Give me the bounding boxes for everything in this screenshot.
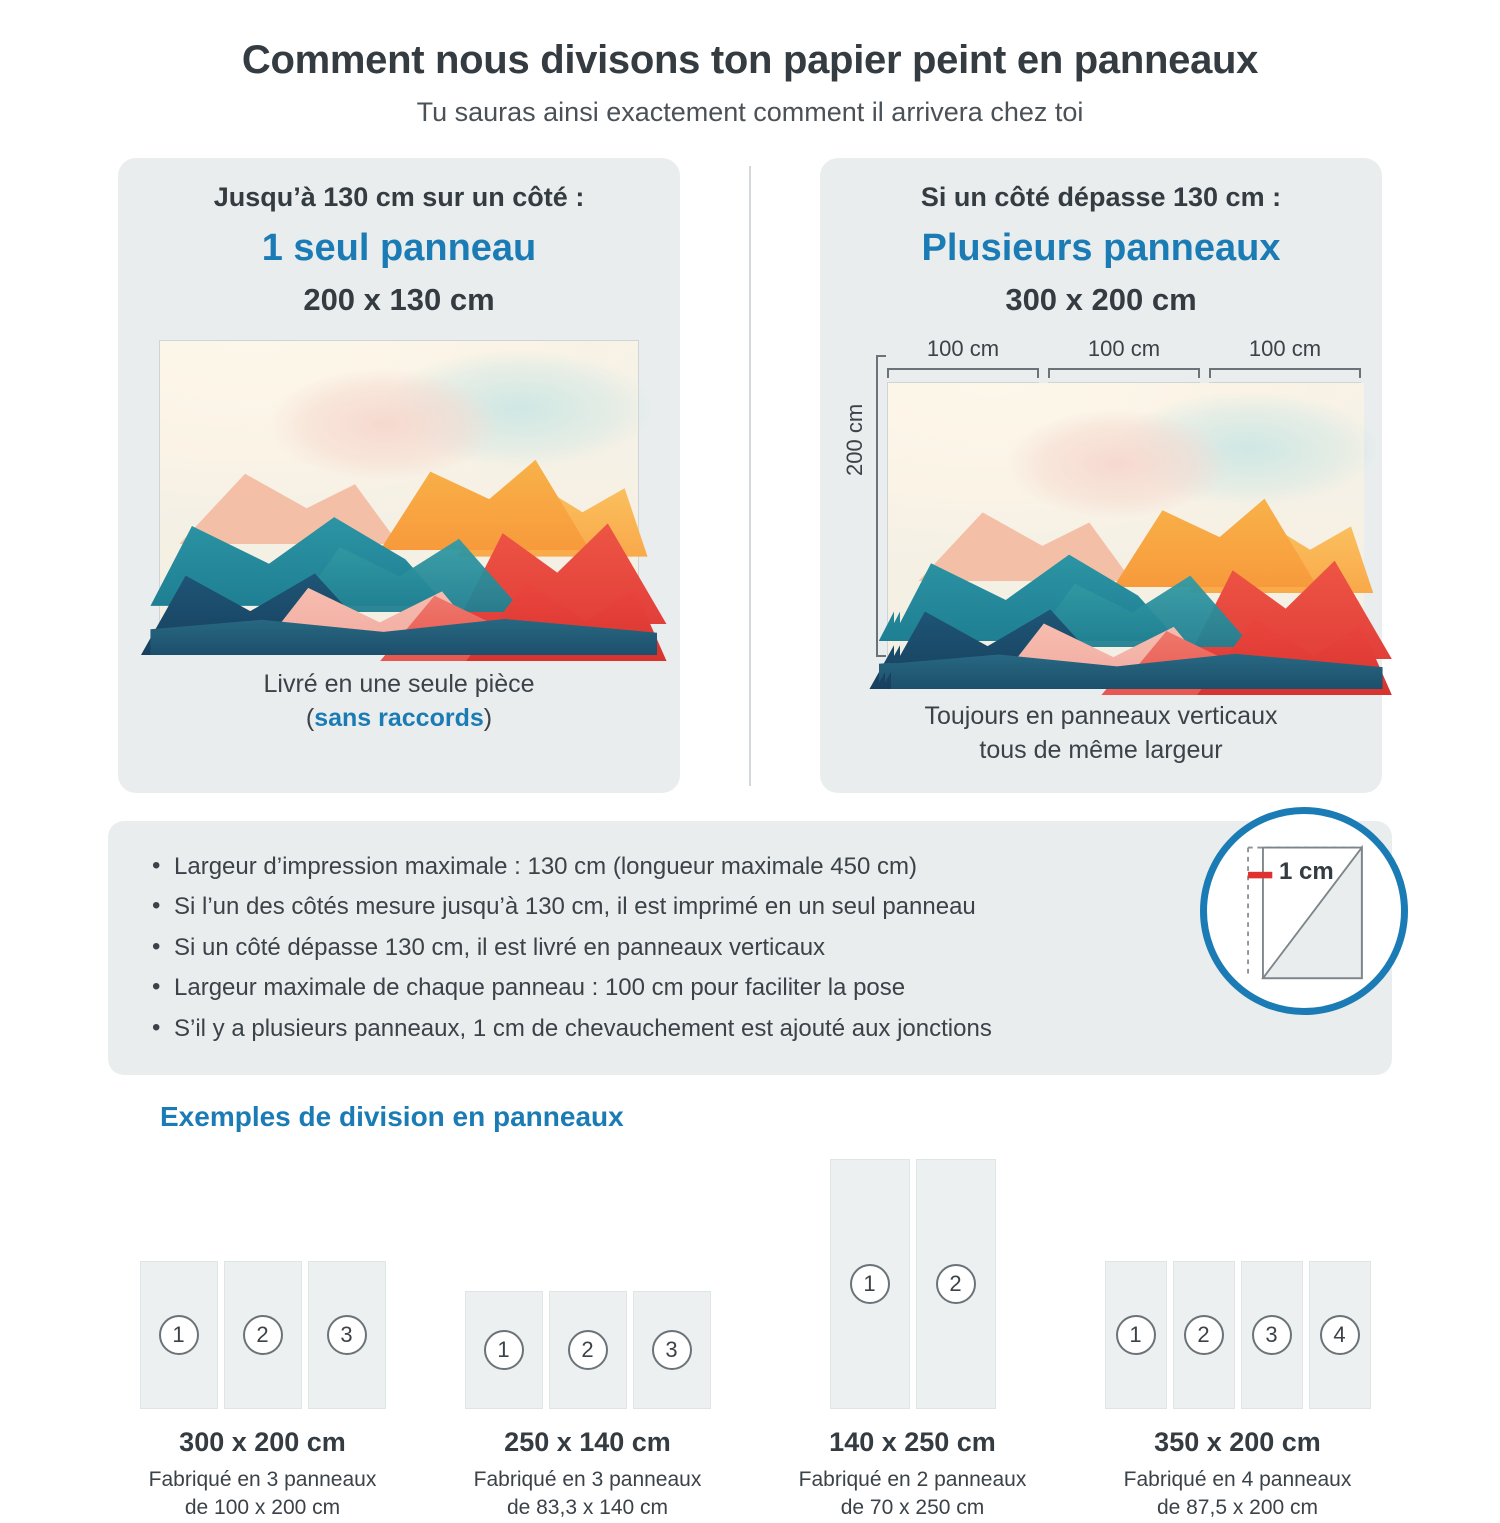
- multi-panel-dimension: 300 x 200 cm: [1005, 282, 1197, 317]
- notes-list: [148, 847, 1358, 1049]
- page-title: Comment nous divisons ton papier peint en panneaux: [241, 38, 1259, 82]
- example-panel: [224, 1261, 302, 1409]
- example-description: [425, 1466, 750, 1523]
- example-panel: [1241, 1261, 1303, 1409]
- example-panel: [1309, 1261, 1371, 1409]
- notes-card: [108, 821, 1392, 1075]
- list-item: • Si l’un des côtés mesure jusqu’à 130 cm, il est imprimé en un seul panneau: [148, 887, 1358, 927]
- example-description: [100, 1466, 425, 1523]
- example-dimension: 350 x 200 cm: [1154, 1426, 1321, 1457]
- page-subtitle: Tu sauras ainsi exactement comment il arrivera chez toi: [416, 97, 1084, 127]
- example-description: [750, 1466, 1075, 1523]
- example-panel: [1105, 1261, 1167, 1409]
- panel-number: 3: [1252, 1315, 1292, 1355]
- examples-row: [100, 1139, 1400, 1523]
- artwork-illustration: [160, 341, 638, 649]
- list-item: • Largeur maximale de chaque panneau : 100 cm pour faciliter la pose: [148, 968, 1358, 1008]
- single-panel-footnote-line1: Livré en une seule pièce: [263, 670, 535, 698]
- width-measure-labels: [886, 336, 1362, 362]
- multi-panel-card: [820, 158, 1382, 793]
- paren-close: ): [483, 703, 493, 732]
- single-panel-title: 1 seul panneau: [261, 227, 537, 269]
- panel-number: 2: [1184, 1315, 1224, 1355]
- examples-title: Exemples de division en panneaux: [160, 1100, 624, 1132]
- panel-divider: [749, 166, 751, 786]
- overlap-diagram-badge: [1200, 807, 1408, 1015]
- example-description-line2: de 100 x 200 cm: [184, 1496, 341, 1520]
- overlap-diagram-icon: [1207, 814, 1401, 1008]
- height-measure-label: 200 cm: [842, 403, 867, 476]
- single-panel-footnote-line2: [138, 702, 660, 736]
- width-measure-label: 100 cm: [1248, 336, 1322, 361]
- example-description-line1: Fabriqué en 3 panneaux: [148, 1467, 377, 1491]
- example-dimension: 140 x 250 cm: [829, 1426, 996, 1457]
- example-description: [1075, 1466, 1400, 1523]
- example-panel: [916, 1159, 996, 1409]
- artwork-slice: [1209, 382, 1361, 682]
- comparison-panels: [118, 158, 1382, 793]
- panel-number: 1: [484, 1330, 524, 1370]
- multi-panel-footnote: [840, 700, 1362, 767]
- example-dimension: 250 x 140 cm: [504, 1426, 671, 1457]
- multi-panel-heading: Si un côté dépasse 130 cm :: [920, 182, 1282, 212]
- example-panel: [633, 1291, 711, 1409]
- example-description-line1: Fabriqué en 2 panneaux: [798, 1467, 1027, 1491]
- multi-panel-title: Plusieurs panneaux: [921, 227, 1281, 269]
- panel-number: 2: [936, 1264, 976, 1304]
- list-item: • S’il y a plusieurs panneaux, 1 cm de chevauchement est ajouté aux jonctions: [148, 1009, 1358, 1049]
- width-measure-label: 100 cm: [926, 336, 1000, 361]
- seamless-highlight: sans raccords: [314, 703, 484, 732]
- paren-open: (: [305, 703, 315, 732]
- example-panels: [1075, 1139, 1400, 1409]
- list-item: • Largeur d’impression maximale : 130 cm (longueur maximale 450 cm): [148, 847, 1358, 887]
- measured-artwork: [840, 336, 1362, 682]
- height-measure-rule: [876, 355, 886, 657]
- panel-number: 2: [568, 1330, 608, 1370]
- example-description-line2: de 87,5 x 200 cm: [1156, 1496, 1319, 1520]
- example-item: [425, 1139, 750, 1523]
- single-panel-dimension: 200 x 130 cm: [303, 282, 495, 317]
- header: [0, 0, 1500, 128]
- example-dimension: 300 x 200 cm: [179, 1426, 346, 1457]
- example-description-line2: de 83,3 x 140 cm: [506, 1496, 669, 1520]
- example-panel: [1173, 1261, 1235, 1409]
- example-panel: [465, 1291, 543, 1409]
- example-panels: [750, 1139, 1075, 1409]
- artwork-slices: [886, 382, 1362, 682]
- panel-number: 1: [1116, 1315, 1156, 1355]
- example-item: [1075, 1139, 1400, 1523]
- list-item: • Si un côté dépasse 130 cm, il est livré en panneaux verticaux: [148, 928, 1358, 968]
- panel-number: 1: [159, 1315, 199, 1355]
- example-panel: [830, 1159, 910, 1409]
- panel-number: 3: [327, 1315, 367, 1355]
- wallpaper-artwork-single: [159, 340, 639, 650]
- example-description-line1: Fabriqué en 4 panneaux: [1123, 1467, 1352, 1491]
- single-panel-footnote: [138, 668, 660, 735]
- panel-number: 1: [850, 1264, 890, 1304]
- width-measure-rules: [886, 368, 1362, 378]
- example-description-line1: Fabriqué en 3 panneaux: [473, 1467, 702, 1491]
- example-panels: [425, 1139, 750, 1409]
- example-panel: [549, 1291, 627, 1409]
- example-description-line2: de 70 x 250 cm: [840, 1496, 985, 1520]
- panel-number: 4: [1320, 1315, 1360, 1355]
- multi-panel-footnote-line2: tous de même largeur: [979, 735, 1223, 764]
- example-panel: [140, 1261, 218, 1409]
- example-item: [100, 1139, 425, 1523]
- multi-panel-footnote-line1: Toujours en panneaux verticaux: [924, 702, 1278, 730]
- width-measure-label: 100 cm: [1087, 336, 1161, 361]
- panel-number: 2: [243, 1315, 283, 1355]
- example-item: [750, 1139, 1075, 1523]
- overlap-badge-label: 1 cm: [1279, 858, 1334, 885]
- single-panel-heading: Jusqu’à 130 cm sur un côté :: [213, 182, 585, 212]
- example-panels: [100, 1139, 425, 1409]
- panel-number: 3: [652, 1330, 692, 1370]
- single-panel-card: [118, 158, 680, 793]
- example-panel: [308, 1261, 386, 1409]
